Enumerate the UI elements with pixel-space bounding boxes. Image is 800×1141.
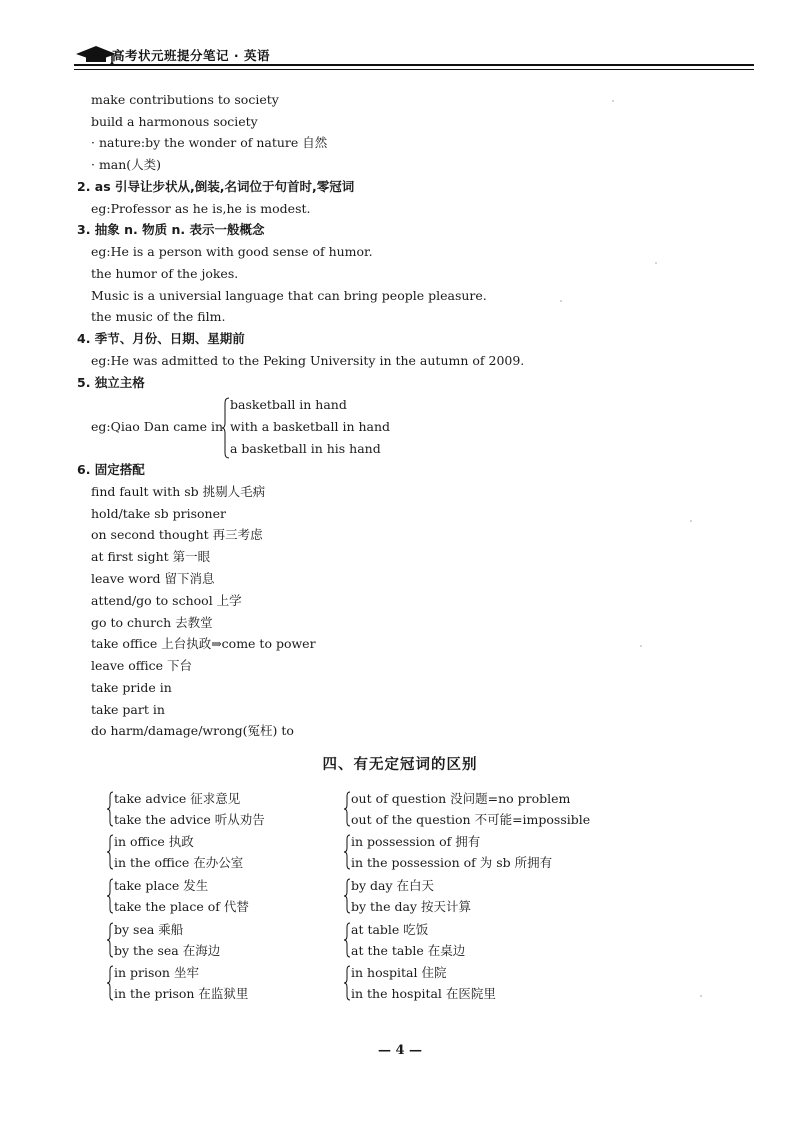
header-rule [74, 64, 754, 66]
phrase-line: hold/take sb prisoner [91, 506, 226, 521]
text-line: · nature:by the wonder of nature 自然 [91, 135, 328, 150]
section-heading-3: 3. 抽象 n. 物质 n. 表示一般概念 [77, 222, 265, 237]
curly-brace-icon [107, 878, 114, 914]
phrase-line: attend/go to school 上学 [91, 593, 242, 608]
brace-option: a basketball in his hand [230, 441, 381, 456]
pair-item: by the sea 在海边 [114, 943, 221, 958]
pair-item: by sea 乘船 [114, 922, 184, 937]
phrase-line: find fault with sb 挑剔人毛病 [91, 484, 266, 499]
page-number: — 4 — [377, 1043, 423, 1058]
pair-item: take the place of 代替 [114, 899, 249, 914]
curly-brace-icon [107, 791, 114, 827]
phrase-line: do harm/damage/wrong(冤枉) to [91, 723, 294, 738]
phrase-line: take office 上台执政⇒come to power [91, 636, 316, 651]
example-line: eg:He is a person with good sense of humor. [91, 244, 373, 259]
pair-item: by day 在白天 [351, 878, 435, 893]
phrase-line: take part in [91, 702, 165, 717]
phrase-line: go to church 去教堂 [91, 615, 213, 630]
section-heading-5: 5. 独立主格 [77, 375, 145, 390]
pair-item: in hospital 住院 [351, 965, 447, 980]
section-heading-2: 2. as 引导让步状从,倒装,名词位于句首时,零冠词 [77, 179, 355, 194]
curly-brace-icon [344, 878, 351, 914]
curly-brace-icon [344, 965, 351, 1001]
pair-item: in the prison 在监狱里 [114, 986, 249, 1001]
brace-option: basketball in hand [230, 397, 347, 412]
curly-brace-icon [344, 791, 351, 827]
text-line: make contributions to society [91, 92, 279, 107]
text-line: build a harmonous society [91, 114, 258, 129]
example-line: Music is a universial language that can bring people pleasure. [91, 288, 487, 303]
pair-item: at the table 在桌边 [351, 943, 466, 958]
phrase-line: take pride in [91, 680, 172, 695]
running-header [74, 40, 754, 70]
curly-brace-icon [107, 965, 114, 1001]
text-line: · man(人类) [91, 157, 162, 172]
phrase-line: leave word 留下消息 [91, 571, 215, 586]
pair-item: in the possession of 为 sb 所拥有 [351, 855, 553, 870]
scan-speck [655, 262, 657, 264]
pair-item: in the office 在办公室 [114, 855, 244, 870]
pair-item: out of question 没问题=no problem [351, 791, 571, 806]
curly-brace-icon [107, 834, 114, 870]
pair-item: out of the question 不可能=impossible [351, 812, 591, 827]
pair-item: take place 发生 [114, 878, 209, 893]
pair-item: at table 吃饭 [351, 922, 429, 937]
scan-speck [690, 520, 692, 522]
phrase-line: on second thought 再三考虑 [91, 527, 263, 542]
pair-item: in prison 坐牢 [114, 965, 199, 980]
example-line: eg:He was admitted to the Peking University in the autumn of 2009. [91, 353, 525, 368]
pair-item: in office 执政 [114, 834, 194, 849]
header-title: 高考状元班提分笔记 · 英语 [112, 48, 270, 63]
curly-brace-icon [344, 834, 351, 870]
scan-speck [640, 645, 642, 647]
curly-brace-icon [107, 922, 114, 958]
scan-speck [560, 300, 562, 302]
pair-item: by the day 按天计算 [351, 899, 471, 914]
example-line: eg:Professor as he is,he is modest. [91, 201, 311, 216]
pair-item: take advice 征求意见 [114, 791, 241, 806]
example-line: the music of the film. [91, 309, 226, 324]
section-heading-6: 6. 固定搭配 [77, 462, 145, 477]
brace-option: with a basketball in hand [230, 419, 391, 434]
phrase-line: leave office 下台 [91, 658, 193, 673]
header-rule-thin [74, 69, 754, 70]
absolute-construction-example [91, 397, 411, 461]
example-prefix: eg:Qiao Dan came in [91, 419, 224, 434]
curly-brace-icon [222, 397, 230, 459]
pair-item: take the advice 听从劝告 [114, 812, 265, 827]
section-title: 四、有无定冠词的区别 [322, 757, 478, 773]
scan-speck [612, 100, 614, 102]
example-line: the humor of the jokes. [91, 266, 239, 281]
scan-speck [700, 995, 702, 997]
section-heading-4: 4. 季节、月份、日期、星期前 [77, 331, 245, 346]
phrase-line: at first sight 第一眼 [91, 549, 211, 564]
curly-brace-icon [344, 922, 351, 958]
pair-item: in possession of 拥有 [351, 834, 481, 849]
pair-item: in the hospital 在医院里 [351, 986, 496, 1001]
